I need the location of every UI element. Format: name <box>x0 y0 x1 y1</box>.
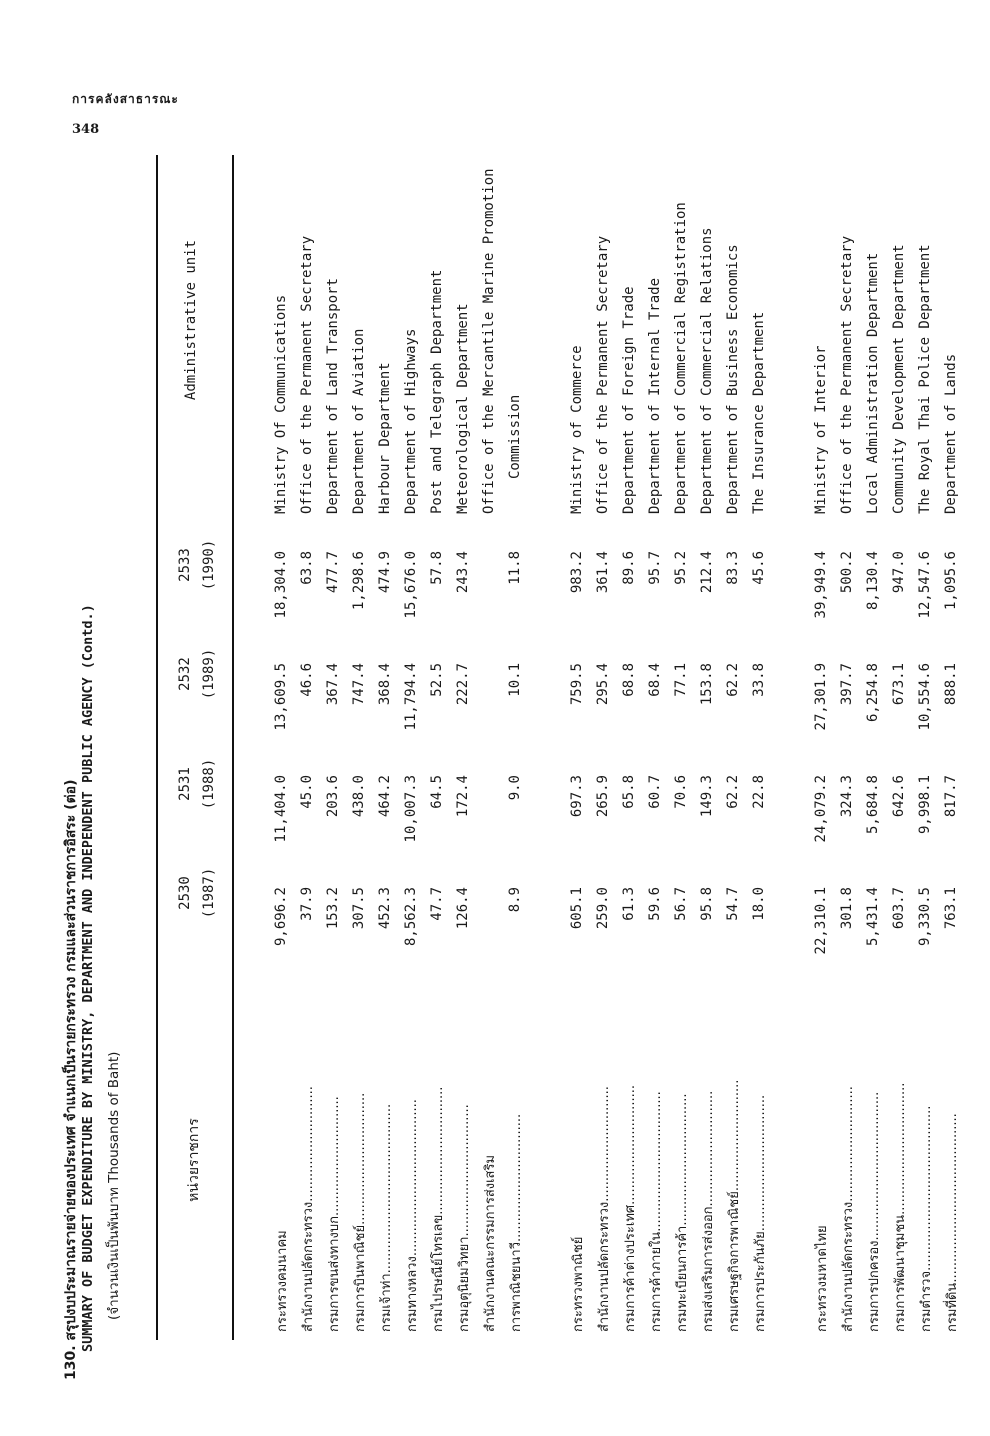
table-row <box>808 152 834 1332</box>
value-cell: 52.5 <box>429 663 445 697</box>
value-cell: 605.1 <box>569 887 585 930</box>
value-cell: 500.2 <box>839 551 855 594</box>
table-row <box>886 152 912 1332</box>
table-row <box>616 152 642 1332</box>
value-cell: 368.4 <box>377 663 393 706</box>
value-cell: 747.4 <box>351 663 367 706</box>
table-row <box>346 152 372 1332</box>
value-cell: 1,298.6 <box>351 551 367 611</box>
value-cell: 149.3 <box>699 775 715 818</box>
value-cell: 24,079.2 <box>813 775 829 843</box>
header-thai-unit: หน่วยราชการ <box>186 1118 202 1202</box>
row-label-english: Department of Business Economics <box>725 244 741 514</box>
value-cell: 11.8 <box>507 551 523 585</box>
value-cell: 45.0 <box>299 775 315 809</box>
table-row <box>268 152 294 1332</box>
value-cell: 759.5 <box>569 663 585 706</box>
header-year-2531 <box>173 729 221 839</box>
row-label-thai: กรมการค้าต่างประเทศ............................. <box>622 1085 638 1332</box>
value-cell: 77.1 <box>673 663 689 697</box>
table-unit-note: (จำนวนเงินเป็นพันบาท Thousands of Baht) <box>106 1051 122 1320</box>
value-cell: 37.9 <box>299 887 315 921</box>
row-label-thai: กรมไปรษณีย์โทรเลข............................... <box>430 1086 446 1332</box>
value-cell: 95.7 <box>647 551 663 585</box>
value-cell: 56.7 <box>673 887 689 921</box>
value-cell: 259.0 <box>595 887 611 930</box>
table-row <box>590 152 616 1332</box>
value-cell: 153.8 <box>699 663 715 706</box>
row-label-thai: กรมการประกันภัย................................. <box>752 1094 768 1332</box>
row-label-thai: กรมการพัฒนาชุมชน................................ <box>892 1082 908 1332</box>
value-cell: 61.3 <box>621 887 637 921</box>
row-label-english: Department of Foreign Trade <box>621 286 637 514</box>
row-label-english: Ministry Of Communications <box>273 294 289 514</box>
row-label-thai: กรมส่งเสริมการส่งออก............................ <box>700 1090 716 1332</box>
value-cell: 5,431.4 <box>865 887 881 947</box>
row-label-english: Department of Commercial Registration <box>673 202 689 514</box>
value-cell: 361.4 <box>595 551 611 594</box>
value-cell: 438.0 <box>351 775 367 818</box>
value-cell: 642.6 <box>891 775 907 818</box>
running-head: การคลังสาธารณะ <box>72 92 179 106</box>
value-cell: 126.4 <box>455 887 471 930</box>
value-cell: 9.0 <box>507 775 523 801</box>
value-cell: 70.6 <box>673 775 689 809</box>
row-label-english: Department of Land Transport <box>325 277 341 514</box>
row-label-english: Department of Internal Trade <box>647 277 663 514</box>
table-row <box>938 152 964 1332</box>
header-year-be: 2531 <box>177 767 193 801</box>
row-label-thai: กรมทางหลวง...................................... <box>404 1099 420 1332</box>
table-body <box>268 152 964 1332</box>
table-row <box>642 152 668 1332</box>
value-cell: 1,095.6 <box>943 551 959 611</box>
value-cell: 8.9 <box>507 887 523 913</box>
row-label-english: Ministry of Interior <box>813 345 829 514</box>
value-cell: 817.7 <box>943 775 959 818</box>
top-rule <box>156 155 158 1340</box>
value-cell: 18,304.0 <box>273 551 289 619</box>
header-year-ce: (1988) <box>201 758 217 810</box>
value-cell: 65.8 <box>621 775 637 809</box>
value-cell: 68.4 <box>647 663 663 697</box>
value-cell: 11,404.0 <box>273 775 289 843</box>
value-cell: 39,949.4 <box>813 551 829 619</box>
row-label-thai: สำนักงานปลัดกระทรวง............................ <box>300 1086 316 1332</box>
row-label-thai: กระทรวงมหาดไทย <box>814 1225 830 1332</box>
table-row <box>320 152 346 1332</box>
value-cell: 46.6 <box>299 663 315 697</box>
row-label-english: Meteorological Department <box>455 303 471 514</box>
table-row <box>564 152 590 1332</box>
value-cell: 10.1 <box>507 663 523 697</box>
row-label-thai: กรมการปกครอง.................................... <box>866 1091 882 1332</box>
table-row <box>912 152 938 1332</box>
value-cell: 13,609.5 <box>273 663 289 731</box>
table-row <box>668 152 694 1332</box>
row-label-english: Harbour Department <box>377 362 393 514</box>
value-cell: 60.7 <box>647 775 663 809</box>
value-cell: 9,998.1 <box>917 775 933 835</box>
value-cell: 22.8 <box>751 775 767 809</box>
value-cell: 18.0 <box>751 887 767 921</box>
value-cell: 5,684.8 <box>865 775 881 835</box>
table-row <box>450 152 476 1332</box>
row-label-english: Post and Telegraph Department <box>429 269 445 514</box>
value-cell: 983.2 <box>569 551 585 594</box>
rotated-table-sheet <box>60 130 960 1380</box>
value-cell: 27,301.9 <box>813 663 829 731</box>
value-cell: 10,554.6 <box>917 663 933 731</box>
section-spacer <box>528 152 564 1332</box>
header-rule <box>232 155 234 1340</box>
header-year-ce: (1989) <box>201 648 217 700</box>
value-cell: 64.5 <box>429 775 445 809</box>
value-cell: 153.2 <box>325 887 341 930</box>
value-cell: 203.6 <box>325 775 341 818</box>
value-cell: 8,130.4 <box>865 551 881 611</box>
row-label-english: Local Administration Department <box>865 252 881 514</box>
row-label-english: Ministry of Commerce <box>569 345 585 514</box>
row-label-english: Department of Highways <box>403 328 419 514</box>
header-year-ce: (1987) <box>201 867 217 919</box>
row-label-thai: สำนักงานปลัดกระทรวง............................ <box>840 1086 856 1332</box>
value-cell: 697.3 <box>569 775 585 818</box>
row-label-english: Department of Commercial Relations <box>699 227 715 514</box>
value-cell: 95.8 <box>699 887 715 921</box>
header-year-2533 <box>173 510 221 620</box>
value-cell: 95.2 <box>673 551 689 585</box>
value-cell: 212.4 <box>699 551 715 594</box>
header-year-2532 <box>173 619 221 729</box>
table-title-english: SUMMARY OF BUDGET EXPENDITURE BY MINISTRY, DEPARTMENT AND INDEPENDENT PUBLIC AGENCY (Contd.) <box>80 604 96 1352</box>
value-cell: 477.7 <box>325 551 341 594</box>
header-year-ce: (1990) <box>201 539 217 591</box>
row-label-english: Commission <box>507 394 523 479</box>
value-cell: 452.3 <box>377 887 393 930</box>
value-cell: 367.4 <box>325 663 341 706</box>
header-year-be: 2532 <box>177 657 193 691</box>
header-year-be: 2533 <box>177 548 193 582</box>
row-label-thai: กรมเศรษฐกิจการพาณิชย์........................... <box>726 1079 742 1332</box>
row-label-english: Office of the Mercantile Marine Promotion <box>481 168 497 514</box>
table-row <box>294 152 320 1332</box>
table-row <box>372 152 398 1332</box>
value-cell: 45.6 <box>751 551 767 585</box>
row-label-english: Office of the Permanent Secretary <box>839 235 855 514</box>
value-cell: 464.2 <box>377 775 393 818</box>
value-cell: 9,696.2 <box>273 887 289 947</box>
table-row <box>398 152 424 1332</box>
row-label-english: Community Development Department <box>891 244 907 514</box>
value-cell: 222.7 <box>455 663 471 706</box>
table-row <box>720 152 746 1332</box>
value-cell: 947.0 <box>891 551 907 594</box>
value-cell: 888.1 <box>943 663 959 706</box>
value-cell: 301.8 <box>839 887 855 930</box>
header-english-unit: Administrative unit <box>183 239 199 401</box>
row-label-english: Department of Lands <box>943 353 959 514</box>
value-cell: 33.8 <box>751 663 767 697</box>
row-label-thai: กรมตำรวจ........................................ <box>918 1105 934 1332</box>
value-cell: 89.6 <box>621 551 637 585</box>
table-title-thai: 130. สรุปงบประมาณรายจ่ายของประเทศ จำแนกเป็นรายกระทรวง กรมและส่วนราชการอิสระ (ต่อ) <box>63 779 79 1380</box>
row-label-thai: กรมการบินพาณิชย์................................ <box>352 1092 368 1332</box>
value-cell: 63.8 <box>299 551 315 585</box>
value-cell: 763.1 <box>943 887 959 930</box>
row-label-english: Department of Aviation <box>351 328 367 514</box>
row-label-thai: สำนักงานคณะกรรมการส่งเสริม <box>482 1154 498 1332</box>
value-cell: 673.1 <box>891 663 907 706</box>
row-label-thai: กระทรวงคมนาคม <box>274 1230 290 1332</box>
row-label-english: Office of the Permanent Secretary <box>299 235 315 514</box>
value-cell: 172.4 <box>455 775 471 818</box>
section-spacer <box>772 152 808 1332</box>
table-row <box>860 152 886 1332</box>
row-label-english: The Royal Thai Police Department <box>917 244 933 514</box>
row-label-english: Office of the Permanent Secretary <box>595 235 611 514</box>
row-label-thai: กรมการขนส่งทางบก............................. <box>326 1096 342 1332</box>
value-cell: 9,330.5 <box>917 887 933 947</box>
value-cell: 397.7 <box>839 663 855 706</box>
value-cell: 83.3 <box>725 551 741 585</box>
row-label-thai: กระทรวงพาณิชย์ <box>570 1236 586 1332</box>
header-year-be: 2530 <box>177 876 193 910</box>
table-row <box>476 152 502 1332</box>
value-cell: 62.2 <box>725 775 741 809</box>
value-cell: 47.7 <box>429 887 445 921</box>
value-cell: 295.4 <box>595 663 611 706</box>
value-cell: 68.8 <box>621 663 637 697</box>
page-number: 348 <box>72 122 100 137</box>
value-cell: 22,310.1 <box>813 887 829 955</box>
value-cell: 62.2 <box>725 663 741 697</box>
table-row <box>502 152 528 1332</box>
row-label-thai: การพาณิชยนาวี............................... <box>508 1113 524 1332</box>
value-cell: 12,547.6 <box>917 551 933 619</box>
value-cell: 265.9 <box>595 775 611 818</box>
value-cell: 54.7 <box>725 887 741 921</box>
value-cell: 10,007.3 <box>403 775 419 843</box>
table-row <box>694 152 720 1332</box>
row-label-thai: กรมอุตุนิยมวิทยา................................ <box>456 1104 472 1332</box>
value-cell: 474.9 <box>377 551 393 594</box>
value-cell: 59.6 <box>647 887 663 921</box>
row-label-thai: กรมทะเบียนการค้า................................ <box>674 1093 690 1332</box>
value-cell: 243.4 <box>455 551 471 594</box>
header-year-2530 <box>173 838 221 948</box>
table-row <box>424 152 450 1332</box>
value-cell: 11,794.4 <box>403 663 419 731</box>
value-cell: 6,254.8 <box>865 663 881 723</box>
row-label-thai: กรมการค้าภายใน.................................. <box>648 1091 664 1332</box>
row-label-english: The Insurance Department <box>751 311 767 514</box>
value-cell: 307.5 <box>351 887 367 930</box>
value-cell: 603.7 <box>891 887 907 930</box>
row-label-thai: กรมเจ้าท่า......................................... <box>378 1103 394 1332</box>
table-row <box>746 152 772 1332</box>
value-cell: 15,676.0 <box>403 551 419 619</box>
value-cell: 324.3 <box>839 775 855 818</box>
row-label-thai: สำนักงานปลัดกระทรวง............................ <box>596 1086 612 1332</box>
value-cell: 8,562.3 <box>403 887 419 947</box>
table-row <box>834 152 860 1332</box>
row-label-thai: กรมที่ดิน......................................... <box>944 1113 960 1332</box>
value-cell: 57.8 <box>429 551 445 585</box>
